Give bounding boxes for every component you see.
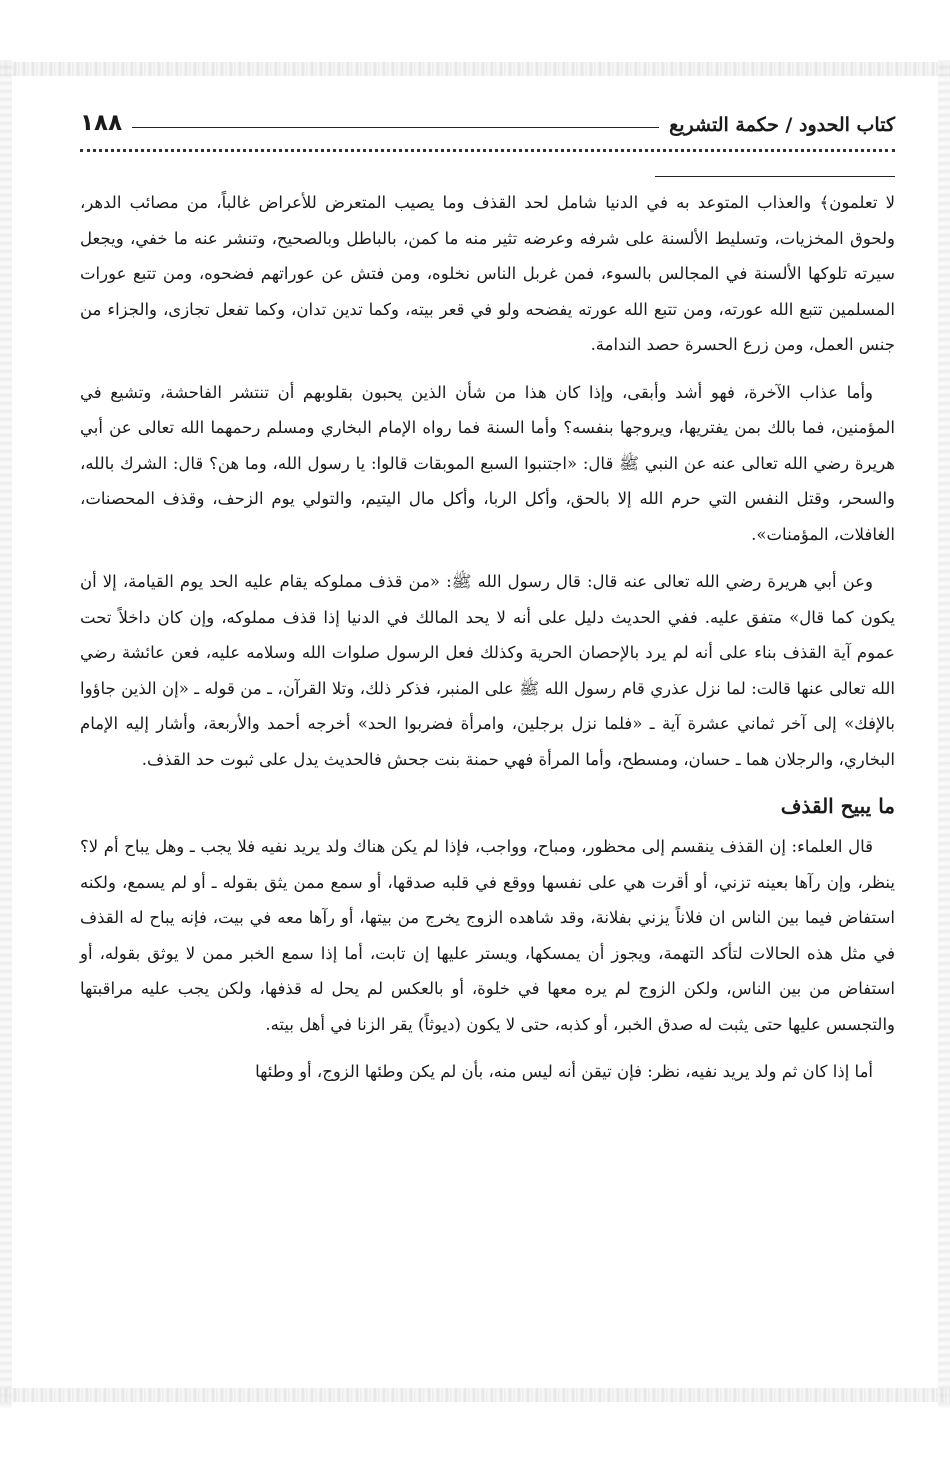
paragraph: لا تعلمون﴾ والعذاب المتوعد به في الدنيا شامل لحد القذف وما يصيب المتعرض للأعراض غالباً، من مصائب الدهر، ولحوق المخزيات، وتسليط الألسنة على شرفه وعرضه تثير منه ما كمن، بالباطل وبالصحيح، وتنشر عنه ما خفي، ويجعل سيرته تلوكها الألسنة في المجالس بالسوء، فمن غربل الناس نخلوه، ومن فتش عن عوراتهم فضحوه، ومن تتبع عورات المسلمين تتبع الله عورته، ومن تتبع الله عورته يفضحه ولو في قعر بيته، وكما تدين تدان، وكما تفعل تجازى، والجزاء من جنس العمل، ومن زرع الحسرة حصد الندامة. <box>80 193 895 354</box>
running-header <box>80 95 895 135</box>
book-page <box>80 95 895 1102</box>
header-title: كتاب الحدود / حكمة التشريع <box>669 114 895 136</box>
paragraph: أما إذا كان ثم ولد يريد نفيه، نظر: فإن تيقن أنه ليس منه، بأن لم يكن وطئها الزوج، أو وطئها <box>255 1062 873 1081</box>
paragraph: قال العلماء: إن القذف ينقسم إلى محظور، ومباح، وواجب، فإذا لم يكن هناك ولد يريد نفيه فلا يجب ـ وهل يباح أم لا؟ ينظر، وإن رآها بعينه تزني، أو أقرت هي على نفسها ووقع في قلبه صدقها، أو سمع ممن يثق بقوله ـ أو لم يسمع، ولكنه استفاض فيما بين الناس ان فلاناً يزني بفلانة، وقد شاهده الزوج يخرج من بيتها، أو رآها معه في بيت، فإنه يباح له القذف في مثل هذه الحالات لتأكد التهمة، ويجوز أن يمسكها، ويستر عليها إن تابت، أما إذا سمع الخبر ممن لا يوثق بقوله، أو استفاض من بين الناس، ولكن الزوج لم يره معها في خلوة، أو بالعكس لم يحل له قذفها، ولكن يجب عليه مراقبتها والتجسس عليها حتى يثبت له صدق الخبر، أو كذبه، حتى لا يكون (ديوثاً) يقر الزنا في أهل بيته. <box>80 837 895 1034</box>
continuation-rule <box>655 176 895 177</box>
paragraph: وعن أبي هريرة رضي الله تعالى عنه قال: قال رسول الله ﷺ: «من قذف مملوكه يقام عليه الحد يوم القيامة، إلا أن يكون كما قال» متفق عليه. ففي الحديث دليل على أنه لا يحد المالك في الدنيا إذا قذف مملوكه، وإن كان داخلاً تحت عموم آية القذف بناء على أنه لم يرد بالإحصان الحرية وكذلك فعل الرسول صلوات الله وسلامه عليه، فعن عائشة رضي الله تعالى عنها قالت: لما نزل عذري قام رسول الله ﷺ على المنبر، فذكر ذلك، وتلا القرآن، ـ من قوله ـ «إن الذين جاؤوا بالإفك» إلى آخر ثماني عشرة آية ـ «فلما نزل برجلين، وامرأة فضربوا الحد» أخرجه أحمد والأربعة، وأشار إليه الإمام البخاري، والرجلان هما ـ حسان، ومسطح، وأما المرأة فهي حمنة بنت جحش فالحديث يدل على ثبوت حد القذف. <box>80 572 895 769</box>
scan-edge-bottom <box>0 1388 950 1402</box>
scan-edge-left <box>0 60 12 1408</box>
header-dotted-separator <box>80 149 895 152</box>
section-heading: ما يبيح القذف <box>780 794 895 818</box>
page-number: ١٨٨ <box>80 110 123 136</box>
scan-edge-top <box>0 62 950 76</box>
header-rule <box>132 127 659 128</box>
paragraph: وأما عذاب الآخرة، فهو أشد وأبقى، وإذا كان هذا من شأن الذين يحبون بقلوبهم أن تنتشر الفاحشة، وتشيع في المؤمنين، فما بالك بمن يفتريها، ويروجها بنفسه؟ وأما السنة فما رواه الإمام البخاري ومسلم رحمهما الله تعالى عن أبي هريرة رضي الله تعالى عنه عن النبي ﷺ قال: «اجتنبوا السبع الموبقات قالوا: يا رسول الله، وما هن؟ قال: الشرك بالله، والسحر، وقتل النفس التي حرم الله إلا بالحق، وأكل الربا، وأكل مال اليتيم، والتولي يوم الزحف، وقذف المحصنات، الغافلات، المؤمنات». <box>80 382 895 544</box>
body-text <box>80 185 895 1090</box>
scan-edge-right <box>938 60 950 1408</box>
